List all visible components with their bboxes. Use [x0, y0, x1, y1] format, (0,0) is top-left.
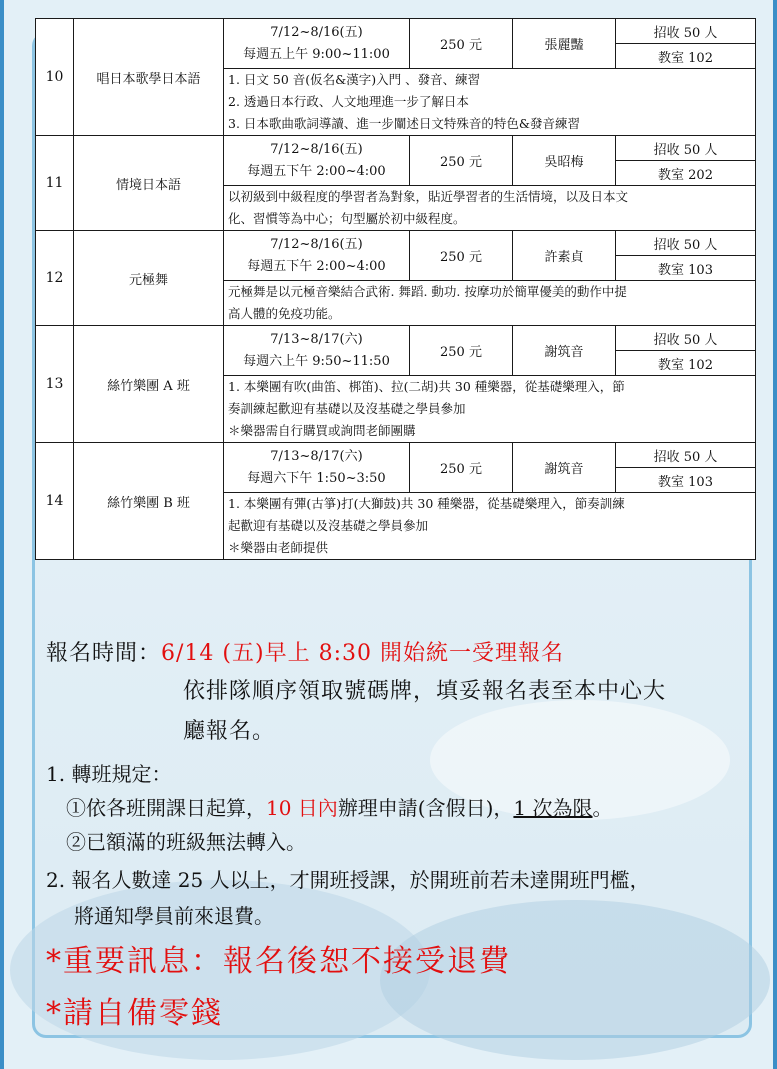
course-row [36, 19, 756, 44]
course-teacher: 許素貞 [513, 231, 616, 281]
course-quota: 招收 50 人 [616, 19, 756, 44]
course-date: 7/13~8/17(六) [270, 331, 363, 347]
course-fee: 250 元 [410, 19, 513, 69]
no-refund-warning: *重要訊息：報名後恕不接受退費 [46, 944, 511, 979]
transfer-rule-1: ①依各班開課日起算，10 日內辦理申請(含假日)，1 次為限。 [66, 796, 613, 820]
course-title: 唱日本歌學日本語 [74, 19, 224, 136]
course-time: 每週六上午 9:50~11:50 [243, 353, 390, 369]
minimum-enrollment-rule-cont: 將通知學員前來退費。 [74, 904, 274, 928]
course-title: 元極舞 [74, 231, 224, 326]
transfer-rules-heading: 1. 轉班規定： [46, 762, 172, 786]
transfer-deadline: 10 日內 [266, 796, 338, 820]
course-fee: 250 元 [410, 231, 513, 281]
course-teacher: 謝筑音 [513, 326, 616, 376]
course-teacher: 張麗豔 [513, 19, 616, 69]
course-number: 12 [36, 231, 74, 326]
course-fee: 250 元 [410, 326, 513, 376]
course-title: 絲竹樂團 B 班 [74, 443, 224, 560]
course-room: 教室 103 [616, 468, 756, 493]
registration-time-label: 報名時間： [46, 641, 162, 666]
course-time: 每週五上午 9:00~11:00 [243, 46, 390, 62]
course-time: 每週五下午 2:00~4:00 [247, 258, 386, 274]
course-quota: 招收 50 人 [616, 136, 756, 161]
course-description-line: ＊樂器由老師提供 [228, 540, 329, 555]
registration-time-value: 6/14 (五)早上 8:30 開始統一受理報名 [161, 641, 564, 666]
course-description-line: 化、習慣等為中心；句型屬於初中級程度。 [228, 211, 466, 226]
right-edge-stripe [773, 0, 777, 1069]
transfer-rule-2: ②已額滿的班級無法轉入。 [66, 830, 306, 854]
course-date: 7/12~8/16(五) [270, 141, 363, 157]
course-teacher: 吳昭梅 [513, 136, 616, 186]
course-schedule [224, 136, 410, 186]
course-description-line: 元極舞是以元極音樂結合武術. 舞蹈. 動功. 按摩功於簡單優美的動作中提 [228, 284, 627, 299]
course-description-line: 起歡迎有基礎以及沒基礎之學員參加 [228, 518, 429, 533]
course-description-line: 奏訓練起歡迎有基礎以及沒基礎之學員參加 [228, 401, 466, 416]
course-number: 14 [36, 443, 74, 560]
transfer-limit: 1 次為限 [513, 796, 593, 820]
course-description [224, 69, 756, 136]
course-date: 7/12~8/16(五) [270, 236, 363, 252]
course-fee: 250 元 [410, 136, 513, 186]
course-date: 7/13~8/17(六) [270, 448, 363, 464]
course-row [36, 231, 756, 256]
course-quota: 招收 50 人 [616, 326, 756, 351]
course-description-line: 以初級到中級程度的學習者為對象，貼近學習者的生活情境，以及日本文 [228, 189, 629, 204]
registration-instruction: 依排隊順序領取號碼牌，填妥報名表至本中心大 [183, 679, 667, 704]
course-teacher: 謝筑音 [513, 443, 616, 493]
registration-time [46, 636, 564, 667]
course-description-line: 1. 本樂團有吹(曲笛、梆笛)、拉(二胡)共 30 種樂器，從基礎樂理入，節 [228, 379, 625, 394]
course-quota: 招收 50 人 [616, 231, 756, 256]
course-row [36, 136, 756, 161]
course-schedule [224, 19, 410, 69]
course-description-line: 1. 日文 50 音(仮名&漢字)入門 、發音、練習 [228, 72, 481, 87]
course-description-line: 2. 透過日本行政、人文地理進一步了解日本 [228, 94, 469, 109]
background-cloud [380, 900, 770, 1060]
course-time: 每週六下午 1:50~3:50 [247, 470, 386, 486]
course-time: 每週五下午 2:00~4:00 [247, 163, 386, 179]
left-edge-stripe [0, 0, 4, 1069]
course-row [36, 326, 756, 351]
course-number: 11 [36, 136, 74, 231]
course-row [36, 443, 756, 468]
course-schedule [224, 443, 410, 493]
course-table [35, 18, 756, 560]
course-room: 教室 202 [616, 161, 756, 186]
course-quota: 招收 50 人 [616, 443, 756, 468]
minimum-enrollment-rule: 2. 報名人數達 25 人以上，才開班授課，於開班前若未達開班門檻， [46, 868, 650, 892]
course-description-line: ＊樂器需自行購買或詢問老師團購 [228, 423, 416, 438]
registration-instruction-cont: 廳報名。 [183, 719, 276, 744]
course-description-line: 1. 本樂團有彈(古箏)打(大獅鼓)共 30 種樂器，從基礎樂理入，節奏訓練 [228, 496, 625, 511]
course-description [224, 281, 756, 326]
course-description-line: 3. 日本歌曲歌詞導讀、進一步闡述日文特殊音的特色&發音練習 [228, 116, 581, 131]
course-schedule [224, 231, 410, 281]
course-fee: 250 元 [410, 443, 513, 493]
course-number: 13 [36, 326, 74, 443]
course-description [224, 376, 756, 443]
course-room: 教室 102 [616, 351, 756, 376]
course-date: 7/12~8/16(五) [270, 24, 363, 40]
course-room: 教室 102 [616, 44, 756, 69]
course-number: 10 [36, 19, 74, 136]
course-description [224, 186, 756, 231]
bring-change-warning: *請自備零錢 [46, 996, 223, 1031]
course-title: 絲竹樂團 A 班 [74, 326, 224, 443]
course-description [224, 493, 756, 560]
course-title: 情境日本語 [74, 136, 224, 231]
course-schedule [224, 326, 410, 376]
course-description-line: 高人體的免疫功能。 [228, 306, 341, 321]
course-room: 教室 103 [616, 256, 756, 281]
